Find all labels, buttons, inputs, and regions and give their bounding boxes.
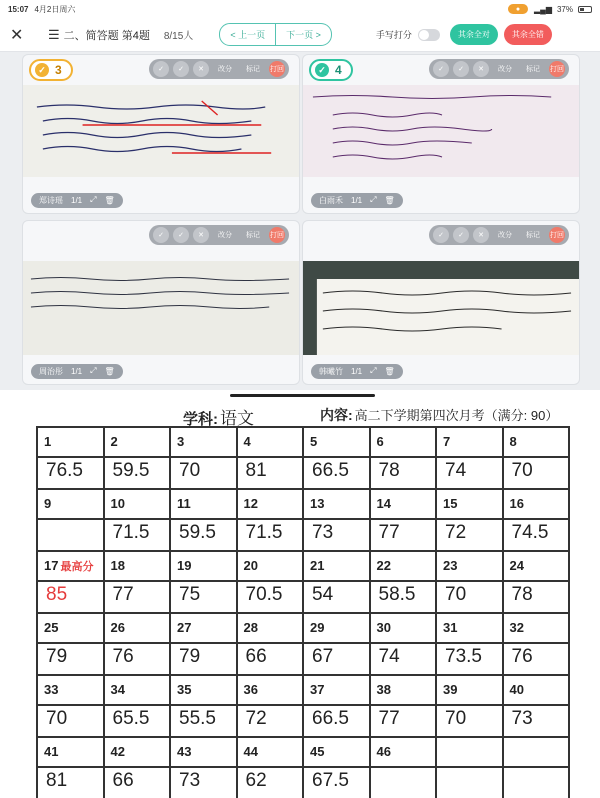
- score-cell: [503, 457, 570, 489]
- delete-icon[interactable]: 🗑: [384, 195, 395, 205]
- score-cell: [170, 767, 237, 798]
- student-number-cell: [370, 613, 437, 643]
- marking-tools: [149, 225, 289, 245]
- status-time: 15:07: [8, 4, 29, 14]
- score-cell: [237, 643, 304, 675]
- score-value: 74.5: [511, 522, 549, 543]
- score-cell: [370, 581, 437, 613]
- student-number: 12: [243, 496, 258, 511]
- content-field: [320, 405, 558, 425]
- score-value: 58.5: [378, 584, 416, 605]
- student-number: 30: [376, 620, 391, 635]
- score-cell: [303, 519, 370, 551]
- mark-button[interactable]: 标记: [526, 232, 540, 239]
- score-value: 62: [245, 770, 267, 791]
- score-cell: [436, 767, 503, 798]
- student-number-cell: [104, 675, 171, 705]
- student-number: 2: [110, 434, 118, 449]
- expand-icon[interactable]: ⤢: [90, 195, 97, 204]
- handwritten-answer-image: [303, 85, 579, 177]
- student-number: 34: [110, 682, 125, 697]
- check-icon: ✓: [315, 63, 329, 77]
- score-row: [37, 643, 569, 675]
- score-cell: [436, 581, 503, 613]
- score-value: 54: [312, 584, 334, 605]
- student-number: 29: [310, 620, 325, 635]
- score-cell: [170, 705, 237, 737]
- student-number: 38: [376, 682, 391, 697]
- student-number: 19: [177, 558, 192, 573]
- wrong-mark-icon[interactable]: ✕: [193, 61, 209, 77]
- grading-app-screen: [0, 0, 600, 390]
- score-value: 4: [335, 63, 342, 77]
- score-value: 66.5: [312, 708, 349, 729]
- score-value: 77: [378, 708, 400, 729]
- score-value: 59.5: [179, 522, 216, 543]
- student-number: 17: [44, 558, 59, 573]
- student-number: 5: [310, 434, 318, 449]
- student-number-cell: [37, 551, 104, 581]
- rest-all-wrong-button[interactable]: 其余全错: [504, 24, 552, 45]
- student-number: 9: [44, 496, 52, 511]
- handwritten-answer-image: [23, 261, 299, 355]
- handwrite-score-label: 手写打分: [375, 30, 412, 40]
- score-cell: [37, 519, 104, 551]
- change-score-button[interactable]: 改分: [498, 66, 512, 73]
- student-number: 37: [310, 682, 325, 697]
- student-number-cell: [303, 737, 370, 767]
- score-value: 3: [55, 63, 62, 77]
- student-number: 15: [443, 496, 458, 511]
- score-row: [37, 519, 569, 551]
- change-score-button[interactable]: 改分: [218, 232, 232, 239]
- change-score-button[interactable]: 改分: [218, 66, 232, 73]
- student-number: 45: [310, 744, 325, 759]
- student-number-cell: [303, 613, 370, 643]
- score-cell: [104, 767, 171, 798]
- student-number: 7: [443, 434, 451, 449]
- handwrite-toggle[interactable]: [418, 29, 440, 41]
- correct-mark-icon[interactable]: ✓: [153, 227, 169, 243]
- answer-card: [302, 54, 580, 214]
- score-value: 85: [46, 584, 68, 605]
- student-number: 8: [509, 434, 517, 449]
- student-number-cell: [237, 489, 304, 519]
- student-number: 40: [509, 682, 524, 697]
- student-number-cell: [104, 613, 171, 643]
- card-footer: [303, 191, 579, 209]
- correct-mark-icon[interactable]: ✓: [433, 61, 449, 77]
- score-value: 76: [112, 646, 134, 667]
- score-value: 77: [112, 584, 134, 605]
- student-number: 1: [44, 434, 52, 449]
- score-value: 70: [46, 708, 68, 729]
- student-number-cell: [503, 675, 570, 705]
- student-number-row: [37, 737, 569, 767]
- score-value: 72: [245, 708, 267, 729]
- score-cell: [237, 767, 304, 798]
- student-number-cell: [370, 551, 437, 581]
- student-number-cell: [170, 675, 237, 705]
- score-value: 70: [445, 708, 467, 729]
- student-number: 43: [177, 744, 192, 759]
- student-number-cell: [237, 675, 304, 705]
- content-label: 内容:: [320, 407, 353, 423]
- student-number-cell: [104, 737, 171, 767]
- score-value: 67.5: [312, 770, 349, 791]
- student-number: 26: [110, 620, 125, 635]
- expand-icon[interactable]: ⤢: [370, 366, 377, 375]
- student-info: [31, 193, 123, 208]
- student-number: 6: [376, 434, 384, 449]
- page-indicator: 1/1: [71, 195, 83, 205]
- student-number: 31: [443, 620, 458, 635]
- student-number: 16: [509, 496, 524, 511]
- subject-label: 学科:: [183, 411, 218, 428]
- question-title: 二、简答题 第4题: [63, 29, 150, 42]
- subject-value: 语文: [220, 409, 254, 428]
- score-value: 78: [378, 460, 400, 481]
- student-info: [31, 364, 123, 379]
- score-cell: [303, 457, 370, 489]
- student-number-row: [37, 427, 569, 457]
- student-number: 35: [177, 682, 192, 697]
- student-number-cell: [436, 675, 503, 705]
- student-number-cell: [436, 737, 503, 767]
- score-cell: [436, 519, 503, 551]
- score-cell: [503, 643, 570, 675]
- handwritten-answer-image: [303, 261, 579, 355]
- score-sheet: [28, 400, 574, 796]
- student-number-cell: [37, 489, 104, 519]
- student-number: 25: [44, 620, 59, 635]
- student-number-cell: [436, 427, 503, 457]
- grading-toolbar: [0, 18, 600, 52]
- score-value: 81: [46, 770, 68, 791]
- score-value: 74: [378, 646, 400, 667]
- score-row: [37, 581, 569, 613]
- expand-icon[interactable]: ⤢: [370, 195, 377, 204]
- score-value: 73.5: [445, 646, 482, 667]
- student-number-cell: [237, 551, 304, 581]
- student-number: 24: [509, 558, 524, 573]
- student-number-cell: [503, 427, 570, 457]
- student-number-cell: [436, 613, 503, 643]
- score-value: 70: [445, 584, 467, 605]
- marking-tools: [429, 59, 569, 79]
- score-value: 59.5: [112, 460, 150, 481]
- score-table: [36, 426, 570, 798]
- student-number: 28: [243, 620, 258, 635]
- score-cell: [303, 643, 370, 675]
- score-cell: [170, 457, 237, 489]
- score-value: 81: [245, 460, 267, 481]
- top-score-tag: 最高分: [60, 561, 94, 573]
- score-cell: [503, 581, 570, 613]
- score-row: [37, 767, 569, 798]
- score-value: 75: [179, 584, 201, 605]
- student-number: 46: [376, 744, 391, 759]
- student-number-cell: [370, 737, 437, 767]
- delete-icon[interactable]: 🗑: [384, 366, 395, 376]
- score-badge[interactable]: [29, 59, 73, 81]
- score-cell: [237, 581, 304, 613]
- wrong-mark-icon[interactable]: ✕: [473, 61, 489, 77]
- expand-icon[interactable]: ⤢: [90, 366, 97, 375]
- student-number: 27: [177, 620, 192, 635]
- sheet-header: [28, 400, 574, 426]
- student-number: 36: [243, 682, 258, 697]
- student-number-cell: [170, 613, 237, 643]
- student-name: 韩曦竹: [319, 366, 343, 376]
- student-number-row: [37, 613, 569, 643]
- student-number: 22: [376, 558, 391, 573]
- score-value: 76.5: [46, 460, 83, 481]
- student-number: 18: [110, 558, 125, 573]
- score-value: 79: [179, 646, 201, 667]
- score-value: 71.5: [245, 522, 283, 543]
- answer-card: [22, 54, 300, 214]
- delete-icon[interactable]: 🗑: [104, 366, 115, 376]
- student-number: 13: [310, 496, 325, 511]
- student-number: 10: [110, 496, 125, 511]
- student-name: 周治彤: [39, 366, 63, 376]
- score-value: 66: [112, 770, 134, 791]
- score-value: 67: [312, 646, 334, 667]
- score-cell: [237, 519, 304, 551]
- score-value: 70: [511, 460, 533, 481]
- return-button[interactable]: 打回: [269, 61, 285, 77]
- card-footer: [303, 362, 579, 380]
- marking-tools: [149, 59, 289, 79]
- half-mark-icon[interactable]: ✓: [453, 227, 469, 243]
- score-cell: [370, 643, 437, 675]
- battery-percent: 37%: [556, 4, 573, 14]
- answer-card: [22, 220, 300, 385]
- close-icon[interactable]: ✕: [10, 26, 24, 44]
- score-cell: [237, 457, 304, 489]
- score-badge[interactable]: [309, 59, 353, 81]
- list-icon[interactable]: ☰: [48, 26, 60, 42]
- score-cell: [303, 581, 370, 613]
- score-cell: [170, 581, 237, 613]
- student-number: 4: [243, 434, 251, 449]
- score-cell: [104, 519, 171, 551]
- score-cell: [436, 457, 503, 489]
- mark-button[interactable]: 标记: [246, 66, 260, 73]
- student-number: 39: [443, 682, 458, 697]
- student-number-cell: [503, 613, 570, 643]
- score-cell: [37, 767, 104, 798]
- next-page-button[interactable]: 下一页 >: [276, 23, 332, 46]
- student-number-cell: [104, 489, 171, 519]
- score-value: 73: [179, 770, 201, 791]
- student-number: 33: [44, 682, 59, 697]
- score-cell: [303, 705, 370, 737]
- student-number-cell: [104, 551, 171, 581]
- half-mark-icon[interactable]: ✓: [453, 61, 469, 77]
- score-cell: [370, 705, 437, 737]
- half-mark-icon[interactable]: ✓: [173, 227, 189, 243]
- student-number-cell: [436, 551, 503, 581]
- score-value: 79: [46, 646, 68, 667]
- score-value: 73: [312, 522, 334, 543]
- content-value: 高二下学期第四次月考（满分: 90）: [354, 408, 559, 423]
- score-cell: [503, 705, 570, 737]
- score-value: 66: [245, 646, 267, 667]
- student-name: 白雨禾: [319, 195, 343, 205]
- score-value: 72: [445, 522, 467, 543]
- student-name: 郑诗瑶: [39, 195, 63, 205]
- student-number-cell: [170, 551, 237, 581]
- student-number: 44: [243, 744, 258, 759]
- correct-mark-icon[interactable]: ✓: [433, 227, 449, 243]
- prev-page-button[interactable]: < 上一页: [219, 23, 276, 46]
- student-number-row: [37, 489, 569, 519]
- student-number-cell: [104, 427, 171, 457]
- delete-icon[interactable]: 🗑: [104, 195, 115, 205]
- score-value: 74: [445, 460, 467, 481]
- score-cell: [104, 705, 171, 737]
- return-button[interactable]: 打回: [269, 227, 285, 243]
- student-number: 14: [376, 496, 391, 511]
- grading-progress: 8/15人: [163, 31, 194, 42]
- check-icon: ✓: [35, 63, 49, 77]
- student-number-cell: [370, 675, 437, 705]
- student-number-cell: [370, 427, 437, 457]
- student-number-cell: [237, 427, 304, 457]
- score-cell: [436, 643, 503, 675]
- return-button[interactable]: 打回: [549, 227, 565, 243]
- score-cell: [503, 519, 570, 551]
- score-value: 55.5: [179, 708, 216, 729]
- student-number: 32: [509, 620, 524, 635]
- student-number-cell: [37, 675, 104, 705]
- student-number-cell: [503, 489, 570, 519]
- score-cell: [170, 643, 237, 675]
- score-value: 77: [378, 522, 400, 543]
- student-number: 3: [177, 434, 185, 449]
- student-number-cell: [503, 737, 570, 767]
- card-footer: [23, 362, 299, 380]
- score-cell: [37, 457, 104, 489]
- student-number-cell: [303, 489, 370, 519]
- score-value: 66.5: [312, 460, 349, 481]
- score-cell: [436, 705, 503, 737]
- score-cell: [37, 705, 104, 737]
- student-number: 41: [44, 744, 59, 759]
- score-cell: [370, 767, 437, 798]
- score-cell: [104, 643, 171, 675]
- student-number-row: [37, 675, 569, 705]
- score-cell: [303, 767, 370, 798]
- student-number-row: [37, 551, 569, 581]
- score-row: [37, 705, 569, 737]
- status-date: 4月2日周六: [34, 4, 76, 14]
- score-cell: [370, 457, 437, 489]
- battery-icon: [578, 6, 592, 13]
- return-button[interactable]: 打回: [549, 61, 565, 77]
- marking-tools: [429, 225, 569, 245]
- student-number-cell: [303, 427, 370, 457]
- student-number-cell: [370, 489, 437, 519]
- wrong-mark-icon[interactable]: ✕: [473, 227, 489, 243]
- student-number-cell: [37, 613, 104, 643]
- student-number-cell: [237, 737, 304, 767]
- student-number-cell: [37, 737, 104, 767]
- change-score-button[interactable]: 改分: [498, 232, 512, 239]
- card-footer: [23, 191, 299, 209]
- score-value: 70.5: [245, 584, 283, 605]
- student-number-cell: [503, 551, 570, 581]
- score-cell: [170, 519, 237, 551]
- student-number: 20: [243, 558, 258, 573]
- student-info: [311, 193, 403, 208]
- student-number-cell: [436, 489, 503, 519]
- score-value: 71.5: [112, 522, 150, 543]
- student-number-cell: [303, 675, 370, 705]
- answer-card: [302, 220, 580, 385]
- score-cell: [104, 581, 171, 613]
- page-indicator: 1/1: [351, 366, 363, 376]
- score-value: 78: [511, 584, 533, 605]
- home-indicator: [230, 394, 375, 397]
- handwritten-answer-image: [23, 85, 299, 177]
- score-value: 73: [511, 708, 533, 729]
- score-value: 65.5: [112, 708, 150, 729]
- student-number-cell: [170, 427, 237, 457]
- rest-all-correct-button[interactable]: 其余全对: [450, 24, 498, 45]
- system-icons: [534, 5, 592, 14]
- student-number-cell: [303, 551, 370, 581]
- score-cell: [37, 643, 104, 675]
- score-value: 76: [511, 646, 533, 667]
- score-row: [37, 457, 569, 489]
- student-info: [311, 364, 403, 379]
- student-number-cell: [37, 427, 104, 457]
- student-number: 21: [310, 558, 325, 573]
- status-bar: [0, 0, 600, 18]
- score-cell: [37, 581, 104, 613]
- score-cell: [237, 705, 304, 737]
- mark-button[interactable]: 标记: [526, 66, 540, 73]
- score-value: 70: [179, 460, 201, 481]
- microphone-icon: ●: [508, 4, 528, 14]
- score-cell: [503, 767, 570, 798]
- score-cell: [104, 457, 171, 489]
- student-number: 11: [177, 496, 191, 511]
- page-indicator: 1/1: [71, 366, 83, 376]
- page-indicator: 1/1: [351, 195, 363, 205]
- correct-mark-icon[interactable]: ✓: [153, 61, 169, 77]
- mark-button[interactable]: 标记: [246, 232, 260, 239]
- student-number-cell: [170, 737, 237, 767]
- signal-icon: ▂▄▆: [534, 4, 552, 14]
- student-number-cell: [237, 613, 304, 643]
- score-cell: [370, 519, 437, 551]
- half-mark-icon[interactable]: ✓: [173, 61, 189, 77]
- student-number: 42: [110, 744, 125, 759]
- wrong-mark-icon[interactable]: ✕: [193, 227, 209, 243]
- student-number: 23: [443, 558, 458, 573]
- student-number-cell: [170, 489, 237, 519]
